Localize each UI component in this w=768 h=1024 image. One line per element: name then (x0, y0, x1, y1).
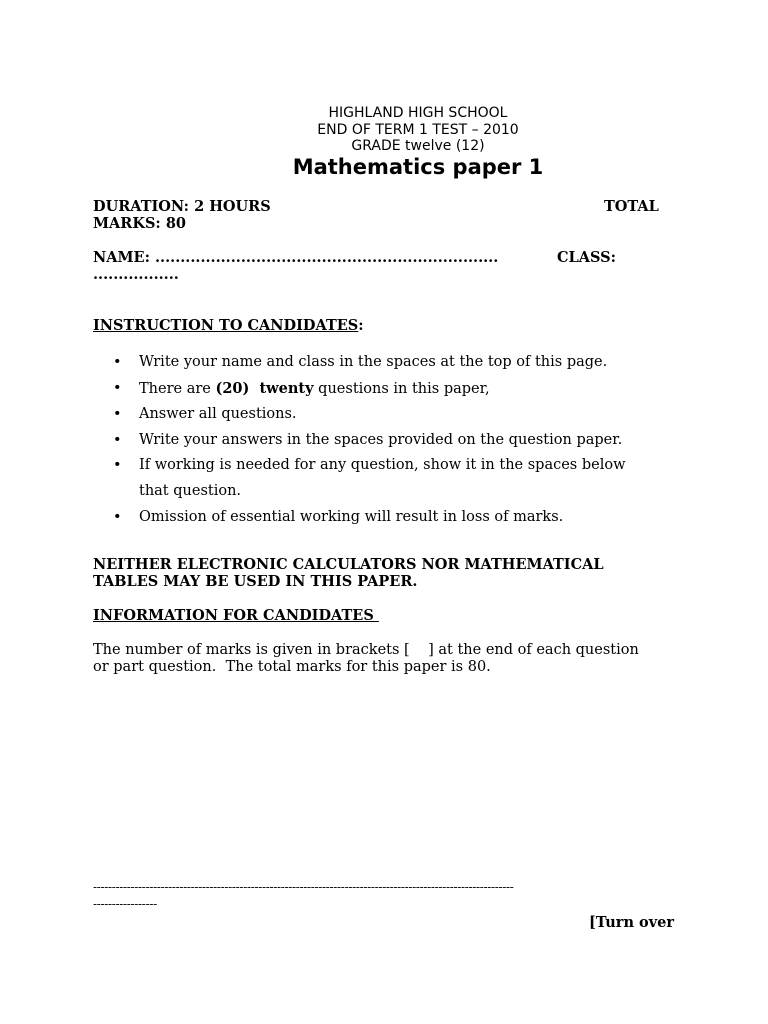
list-item (93, 428, 673, 454)
list-item (93, 402, 673, 428)
instruction-text: Omission of essential working will result in loss of marks. (139, 508, 564, 525)
duration-label: DURATION: 2 HOURS (93, 198, 271, 215)
instruction-text: Write your name and class in the spaces at the top of this page. (139, 354, 608, 370)
instructions-heading-colon: : (358, 317, 364, 334)
name-field: NAME: .................................................................... (93, 249, 499, 266)
list-item (93, 350, 673, 376)
class-field: ................. (93, 266, 179, 283)
calculator-notice-line1: NEITHER ELECTRONIC CALCULATORS NOR MATHEMATICAL (93, 556, 604, 573)
calculator-notice-line2: TABLES MAY BE USED IN THIS PAPER. (93, 573, 418, 590)
bullet-icon: • (113, 431, 122, 448)
bullet-icon: • (113, 508, 122, 525)
information-heading: INFORMATION FOR CANDIDATES (93, 607, 379, 624)
information-text-line1: The number of marks is given in brackets [ ] at the end of each question (93, 642, 639, 658)
question-count: (20) twenty (215, 379, 314, 397)
class-label: CLASS: (557, 249, 616, 266)
instructions-heading (93, 317, 364, 334)
list-item (93, 505, 673, 531)
bullet-icon: • (113, 354, 122, 370)
instruction-text: Write your answers in the spaces provided on the question paper. (139, 431, 623, 448)
list-item (93, 453, 673, 504)
total-marks-label: MARKS: 80 (93, 215, 187, 232)
grade-label: GRADE twelve (12) (351, 138, 485, 154)
footer-divider-line2: ----------------- (93, 897, 157, 911)
instruction-text: that question. (139, 482, 242, 499)
instruction-text: Answer all questions. (139, 406, 297, 423)
instructions-list (93, 350, 673, 530)
instruction-text: questions in this paper, (313, 380, 490, 397)
footer-divider-line1: ---------------------------------------------------------------------------------------------------------------- (93, 880, 514, 894)
turn-over-label: [Turn over (588, 914, 674, 931)
information-text-line2: or part question. The total marks for this paper is 80. (93, 659, 491, 675)
school-name: HIGHLAND HIGH SCHOOL (328, 105, 508, 121)
total-label: TOTAL (604, 198, 659, 215)
bullet-icon: • (113, 406, 122, 423)
bullet-icon: • (113, 457, 122, 474)
instruction-text: If working is needed for any question, show it in the spaces below (139, 457, 626, 474)
paper-title: Mathematics paper 1 (292, 155, 544, 179)
list-item (93, 376, 673, 403)
bullet-icon: • (113, 379, 122, 396)
instructions-heading-text: INSTRUCTION TO CANDIDATES (93, 317, 359, 334)
instruction-text: There are (139, 380, 216, 397)
test-name: END OF TERM 1 TEST – 2010 (317, 122, 519, 138)
